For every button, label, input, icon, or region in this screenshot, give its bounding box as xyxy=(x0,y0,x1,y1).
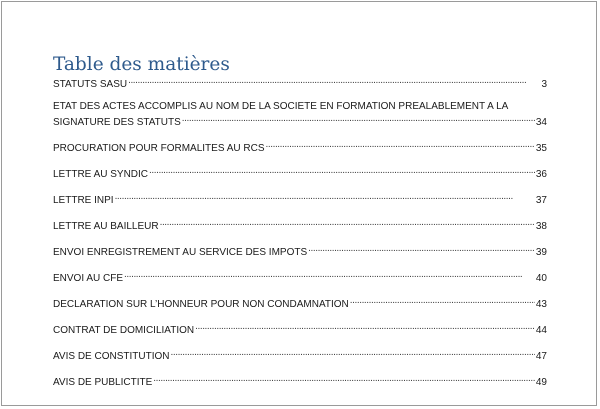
dot-leader xyxy=(149,165,535,177)
toc-entry-page: 44 xyxy=(535,325,547,336)
toc-entry-text: AVIS DE PUBLICTITE xyxy=(53,377,153,388)
toc-entry-text: SIGNATURE DES STATUTS xyxy=(53,117,181,128)
toc-entry[interactable] xyxy=(53,269,547,285)
toc-entry-text: ENVOI ENREGISTREMENT AU SERVICE DES IMPOTS xyxy=(53,247,308,258)
toc-entry-page: 43 xyxy=(535,299,547,310)
toc-entry-page: 38 xyxy=(535,221,547,232)
toc-entry-page: 49 xyxy=(535,377,547,388)
dot-leader xyxy=(160,217,535,229)
toc-entry-text: STATUTS SASU xyxy=(53,79,128,90)
dot-leader xyxy=(124,269,535,281)
dot-leader xyxy=(266,139,535,151)
toc-entry-text: PROCURATION POUR FORMALITES AU RCS xyxy=(53,143,265,154)
toc-entry[interactable] xyxy=(53,373,547,389)
dot-leader xyxy=(308,243,535,255)
toc-entry-text: DECLARATION SUR L’HONNEUR POUR NON CONDAMNATION xyxy=(53,299,349,310)
toc-entry-text: AVIS DE CONSTITUTION xyxy=(53,351,170,362)
dot-leader xyxy=(171,347,535,359)
toc-title: Table des matières xyxy=(53,54,230,75)
toc-entry[interactable] xyxy=(53,139,547,155)
toc-entry-page: 34 xyxy=(535,117,547,128)
toc-entry-text: CONTRAT DE DOMICILIATION xyxy=(53,325,195,336)
document-page xyxy=(1,1,597,406)
toc-entry[interactable] xyxy=(53,243,547,259)
toc-entry-page: 35 xyxy=(535,143,547,154)
toc-entry-text-line1: ETAT DES ACTES ACCOMPLIS AU NOM DE LA SOCIETE EN FORMATION PREALABLEMENT A LA xyxy=(53,101,509,112)
toc-entry[interactable] xyxy=(53,217,547,233)
toc-entry-page: 37 xyxy=(535,195,547,206)
dot-leader xyxy=(128,75,540,87)
toc-entry[interactable] xyxy=(53,295,547,311)
toc-entry-page: 3 xyxy=(541,79,547,90)
toc-entries xyxy=(53,75,547,399)
toc-entry[interactable] xyxy=(53,191,547,207)
toc-entry[interactable] xyxy=(53,75,547,91)
dot-leader xyxy=(153,373,535,385)
toc-entry[interactable] xyxy=(53,101,547,129)
dot-leader xyxy=(182,113,535,125)
toc-entry-page: 36 xyxy=(535,169,547,180)
toc-entry-page: 40 xyxy=(535,273,547,284)
toc-entry[interactable] xyxy=(53,347,547,363)
toc-entry-text: LETTRE AU SYNDIC xyxy=(53,169,149,180)
toc-entry[interactable] xyxy=(53,321,547,337)
toc-entry[interactable] xyxy=(53,165,547,181)
toc-entry-text: LETTRE INPI xyxy=(53,195,114,206)
dot-leader xyxy=(115,191,535,203)
dot-leader xyxy=(195,321,535,333)
toc-entry-page: 47 xyxy=(535,351,547,362)
toc-entry-page: 39 xyxy=(535,247,547,258)
dot-leader xyxy=(350,295,535,307)
toc-entry-text: LETTRE AU BAILLEUR xyxy=(53,221,159,232)
toc-entry-text: ENVOI AU CFE xyxy=(53,273,124,284)
